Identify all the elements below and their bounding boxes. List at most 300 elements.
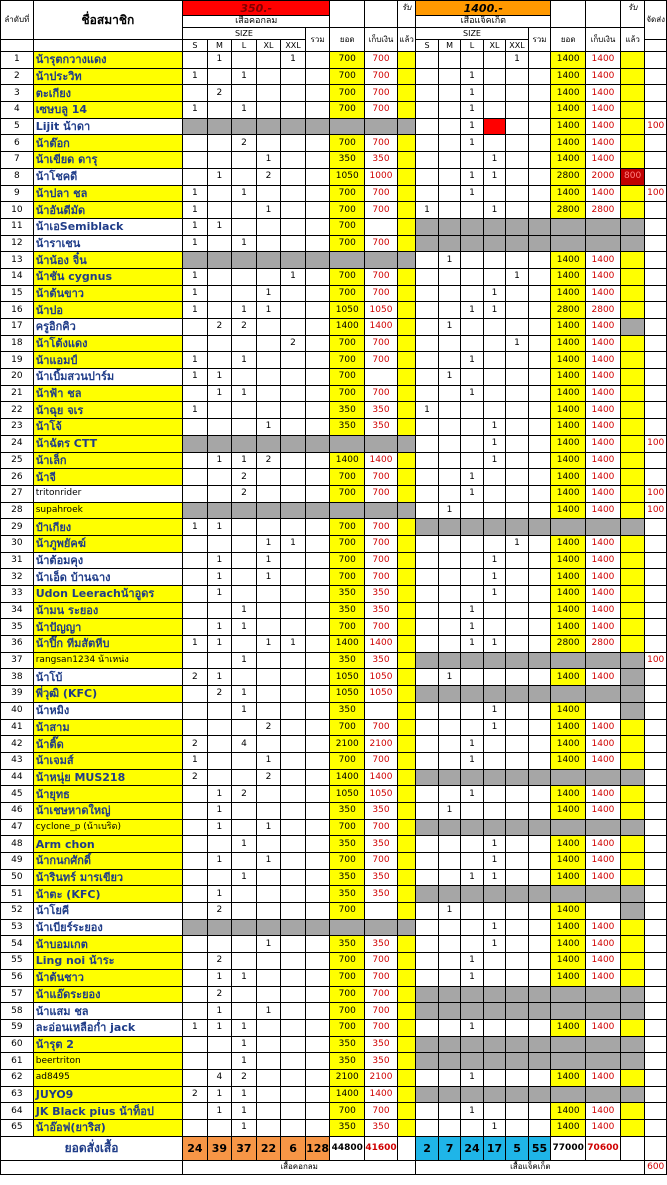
round-neck-size-cell: 4	[232, 736, 257, 753]
jacket-size-cell	[506, 936, 529, 953]
jacket-size-cell	[528, 586, 551, 603]
round-neck-size-cell	[305, 102, 330, 119]
jacket-size-cell	[438, 52, 461, 69]
jacket-size-cell	[416, 435, 439, 452]
round-neck-amount	[330, 252, 365, 269]
jacket-size-cell	[416, 218, 439, 235]
table-row	[1, 102, 667, 119]
round-neck-amount: 1050	[330, 168, 365, 185]
shipping-fee	[645, 285, 667, 302]
member-name: น้าเอSemiblack	[33, 218, 182, 235]
table-row	[1, 836, 667, 853]
table-row	[1, 953, 667, 970]
jacket-collected: 1400	[586, 719, 621, 736]
jacket-size-cell	[506, 285, 529, 302]
round-neck-received	[397, 435, 415, 452]
col-name-header: ชื่อสมาชิก	[33, 1, 182, 40]
row-number: 18	[1, 335, 34, 352]
round-neck-total-cell: 24	[183, 1136, 208, 1160]
round-neck-size-cell	[207, 602, 232, 619]
jacket-collected: 1400	[586, 953, 621, 970]
round-neck-size-cell	[256, 319, 281, 336]
round-neck-size-cell	[207, 1120, 232, 1137]
jacket-size-cell	[438, 235, 461, 252]
round-neck-size-cell: 1	[256, 419, 281, 436]
jacket-size-cell	[461, 519, 484, 536]
table-row	[1, 669, 667, 686]
round-neck-amount: 700	[330, 853, 365, 870]
member-name: น้าฟ้า ชล	[33, 385, 182, 402]
jacket-size-cell	[483, 1019, 506, 1036]
round-neck-amount: 350	[330, 886, 365, 903]
shipping-fee	[645, 686, 667, 703]
jacket-size-cell	[506, 435, 529, 452]
round-neck-size-cell: 1	[232, 102, 257, 119]
round-neck-size-cell	[183, 1053, 208, 1070]
round-neck-collected: 700	[365, 853, 398, 870]
round-neck-size-cell	[281, 1120, 306, 1137]
round-neck-received	[397, 1120, 415, 1137]
round-neck-collected: 700	[365, 85, 398, 102]
round-neck-size-cell	[305, 1086, 330, 1103]
table-row	[1, 352, 667, 369]
jacket-size-cell	[461, 853, 484, 870]
jacket-size-cell	[416, 469, 439, 486]
jacket-size-cell	[506, 502, 529, 519]
round-neck-size-cell	[256, 435, 281, 452]
jacket-size-cell	[483, 619, 506, 636]
table-row	[1, 702, 667, 719]
round-neck-size-cell	[207, 118, 232, 135]
round-neck-collected: 700	[365, 335, 398, 352]
row-number: 23	[1, 419, 34, 436]
table-row	[1, 736, 667, 753]
jacket-size-cell	[461, 452, 484, 469]
row-number: 21	[1, 385, 34, 402]
jacket-amount: 1400	[551, 1019, 586, 1036]
jacket-size-cell	[528, 485, 551, 502]
round-neck-amount: 1050	[330, 669, 365, 686]
round-neck-size-cell	[305, 1069, 330, 1086]
jacket-size-cell	[483, 1053, 506, 1070]
shipping-fee	[645, 1086, 667, 1103]
round-neck-size-cell	[305, 168, 330, 185]
jacket-amount	[551, 1036, 586, 1053]
jacket-received	[620, 736, 645, 753]
member-name: น้าตะ (KFC)	[33, 886, 182, 903]
jacket-amount: 1400	[551, 369, 586, 386]
round-neck-collected	[365, 903, 398, 920]
round-neck-size-cell	[232, 569, 257, 586]
round-neck-size-cell: 1	[207, 385, 232, 402]
jacket-size-cell: 1	[483, 285, 506, 302]
round-neck-size-cell	[281, 819, 306, 836]
round-neck-collected: 350	[365, 152, 398, 169]
round-neck-collected: 350	[365, 1120, 398, 1137]
jacket-size-cell	[416, 886, 439, 903]
round-neck-size-cell	[281, 669, 306, 686]
round-neck-amount: 700	[330, 485, 365, 502]
round-neck-received	[397, 669, 415, 686]
jacket-size-cell: 1	[483, 419, 506, 436]
shipping-fee	[645, 802, 667, 819]
jacket-amount: 1400	[551, 786, 586, 803]
row-number: 5	[1, 118, 34, 135]
jacket-size-cell	[528, 836, 551, 853]
jacket-total-cell: 17	[483, 1136, 506, 1160]
round-neck-size-cell	[281, 319, 306, 336]
round-neck-size-cell: 1	[207, 552, 232, 569]
jacket-size-cell: 1	[483, 552, 506, 569]
round-neck-size-cell: 1	[183, 352, 208, 369]
round-neck-size-cell	[305, 402, 330, 419]
round-neck-received	[397, 802, 415, 819]
round-neck-size-cell	[207, 402, 232, 419]
round-neck-amount	[330, 919, 365, 936]
round-neck-collected: 700	[365, 185, 398, 202]
round-neck-amount: 700	[330, 953, 365, 970]
jacket-size-cell	[528, 452, 551, 469]
round-neck-size-cell	[256, 786, 281, 803]
jacket-size-cell: 1	[483, 919, 506, 936]
jacket-size-cell: 1	[461, 469, 484, 486]
round-neck-collected: 700	[365, 268, 398, 285]
round-neck-size-cell	[183, 85, 208, 102]
round-neck-received	[397, 586, 415, 603]
jacket-size-cell	[416, 118, 439, 135]
spacer-cell	[397, 1136, 415, 1160]
jacket-size-cell	[506, 202, 529, 219]
jacket-size-cell	[416, 619, 439, 636]
round-neck-amount: 350	[330, 652, 365, 669]
member-name: น้าติ๊ด	[33, 736, 182, 753]
round-neck-received	[397, 185, 415, 202]
round-neck-collected	[365, 369, 398, 386]
round-neck-size-cell	[305, 335, 330, 352]
jacket-size-cell: 1	[461, 135, 484, 152]
jacket-size-cell	[483, 52, 506, 69]
jacket-size-cell	[461, 1120, 484, 1137]
totals-label: ยอดสั่งเสื้อ	[1, 1136, 183, 1160]
round-neck-received	[397, 969, 415, 986]
member-name: น้าโยคี	[33, 903, 182, 920]
round-neck-size-cell	[232, 752, 257, 769]
jacket-size-cell	[438, 969, 461, 986]
jacket-size-cell: 1	[461, 969, 484, 986]
jacket-size-cell	[416, 969, 439, 986]
jacket-size-cell	[438, 602, 461, 619]
round-neck-size-cell	[232, 402, 257, 419]
jacket-size-cell	[416, 786, 439, 803]
row-number: 43	[1, 752, 34, 769]
jacket-collected: 1400	[586, 786, 621, 803]
round-neck-size-cell: 1	[207, 619, 232, 636]
size-l-b: L	[461, 40, 484, 52]
table-row	[1, 719, 667, 736]
jacket-size-cell: 1	[483, 719, 506, 736]
round-neck-size-cell	[305, 302, 330, 319]
round-neck-size-cell	[256, 252, 281, 269]
jacket-size-cell	[483, 686, 506, 703]
jacket-size-cell	[528, 335, 551, 352]
collect-a-header: เก็บเงิน	[365, 28, 398, 52]
round-neck-size-cell	[305, 719, 330, 736]
round-neck-collected	[365, 502, 398, 519]
round-neck-size-cell	[183, 569, 208, 586]
jacket-size-cell	[528, 402, 551, 419]
jacket-size-cell	[416, 385, 439, 402]
jacket-size-cell	[461, 502, 484, 519]
table-row	[1, 419, 667, 436]
jacket-received	[620, 335, 645, 352]
jacket-size-cell	[461, 819, 484, 836]
round-neck-size-cell	[256, 986, 281, 1003]
table-row	[1, 435, 667, 452]
round-neck-size-cell: 1	[232, 1086, 257, 1103]
jacket-received	[620, 1103, 645, 1120]
round-neck-size-cell: 1	[207, 218, 232, 235]
round-neck-size-cell	[281, 853, 306, 870]
round-neck-amount: 700	[330, 385, 365, 402]
round-neck-size-cell	[232, 719, 257, 736]
jacket-size-cell	[438, 636, 461, 653]
round-neck-size-cell	[305, 686, 330, 703]
member-name: น้าหมิง	[33, 702, 182, 719]
round-neck-size-cell	[281, 252, 306, 269]
jacket-amount: 1400	[551, 702, 586, 719]
row-number: 16	[1, 302, 34, 319]
round-neck-size-cell: 2	[232, 319, 257, 336]
table-row	[1, 485, 667, 502]
round-neck-size-cell	[305, 68, 330, 85]
round-neck-size-cell	[232, 168, 257, 185]
table-row	[1, 1036, 667, 1053]
round-neck-received	[397, 936, 415, 953]
row-number: 48	[1, 836, 34, 853]
jacket-size-cell	[483, 402, 506, 419]
jacket-size-cell: 1	[438, 802, 461, 819]
shipping-fee	[645, 319, 667, 336]
shipping-fee	[645, 68, 667, 85]
round-neck-received	[397, 252, 415, 269]
jacket-amount: 1400	[551, 485, 586, 502]
table-row	[1, 869, 667, 886]
jacket-amount	[551, 769, 586, 786]
row-number: 35	[1, 619, 34, 636]
size-m-a: M	[207, 40, 232, 52]
jacket-received	[620, 886, 645, 903]
round-neck-amount: 700	[330, 519, 365, 536]
jacket-size-cell	[461, 402, 484, 419]
round-neck-size-cell: 1	[232, 302, 257, 319]
jacket-size-cell	[416, 636, 439, 653]
member-name: น้าโชคดี	[33, 168, 182, 185]
shipping-fee	[645, 135, 667, 152]
round-neck-collected: 700	[365, 135, 398, 152]
round-neck-size-cell	[207, 102, 232, 119]
jacket-received	[620, 185, 645, 202]
member-name: เซษบลู 14	[33, 102, 182, 119]
jacket-size-cell	[438, 452, 461, 469]
jacket-collected	[586, 519, 621, 536]
table-row	[1, 552, 667, 569]
round-neck-size-cell	[305, 636, 330, 653]
round-neck-size-cell	[232, 586, 257, 603]
round-neck-size-cell	[305, 319, 330, 336]
round-neck-size-cell	[281, 702, 306, 719]
jacket-received	[620, 218, 645, 235]
jacket-size-cell	[416, 419, 439, 436]
round-neck-amount: 350	[330, 702, 365, 719]
member-name: น้ายุทธ	[33, 786, 182, 803]
round-neck-size-cell	[183, 52, 208, 69]
jacket-collected	[586, 1003, 621, 1020]
shipping-fee	[645, 602, 667, 619]
member-name: น้าแอมป์	[33, 352, 182, 369]
jacket-size-cell: 1	[461, 602, 484, 619]
jacket-collected: 1400	[586, 1019, 621, 1036]
jacket-size-cell	[528, 552, 551, 569]
jacket-size-cell	[461, 335, 484, 352]
jacket-size-cell	[438, 185, 461, 202]
round-neck-size-cell	[305, 702, 330, 719]
round-neck-collected: 700	[365, 202, 398, 219]
jacket-size-cell	[461, 719, 484, 736]
jacket-collected: 1400	[586, 936, 621, 953]
jacket-size-cell	[483, 752, 506, 769]
round-neck-collected: 700	[365, 953, 398, 970]
member-name: น้าชัน cygnus	[33, 268, 182, 285]
size-xl-b: XL	[483, 40, 506, 52]
round-neck-collected: 700	[365, 485, 398, 502]
jacket-size-cell	[506, 1003, 529, 1020]
jacket-amount: 1400	[551, 903, 586, 920]
round-neck-received	[397, 903, 415, 920]
round-neck-received	[397, 636, 415, 653]
round-neck-size-cell	[281, 118, 306, 135]
round-neck-size-cell: 2	[207, 319, 232, 336]
jacket-received	[620, 435, 645, 452]
round-neck-received	[397, 986, 415, 1003]
shipping-fee	[645, 218, 667, 235]
jacket-size-cell	[506, 602, 529, 619]
round-neck-size-cell	[232, 202, 257, 219]
table-row	[1, 319, 667, 336]
row-number: 19	[1, 352, 34, 369]
round-neck-received	[397, 235, 415, 252]
round-neck-size-cell: 2	[207, 85, 232, 102]
jacket-received	[620, 319, 645, 336]
round-neck-collected: 700	[365, 52, 398, 69]
jacket-size-cell	[506, 769, 529, 786]
jacket-size-cell: 1	[461, 786, 484, 803]
jacket-size-cell: 1	[438, 669, 461, 686]
jacket-size-cell: 1	[506, 335, 529, 352]
jacket-size-cell	[528, 886, 551, 903]
row-number: 62	[1, 1069, 34, 1086]
round-neck-size-cell	[207, 352, 232, 369]
jacket-size-cell: 1	[506, 52, 529, 69]
round-neck-received	[397, 469, 415, 486]
jacket-size-cell: 1	[483, 152, 506, 169]
jacket-size-cell	[416, 85, 439, 102]
jacket-size-cell	[506, 702, 529, 719]
jacket-size-cell	[506, 235, 529, 252]
round-neck-collected: 1050	[365, 302, 398, 319]
jacket-size-cell	[506, 903, 529, 920]
round-neck-size-cell: 2	[207, 686, 232, 703]
round-neck-size-cell	[305, 1120, 330, 1137]
jacket-size-cell	[438, 953, 461, 970]
member-name: น้าเขียด ดารุ	[33, 152, 182, 169]
round-neck-collected: 1400	[365, 636, 398, 653]
round-neck-size-cell	[305, 252, 330, 269]
round-neck-size-cell	[281, 68, 306, 85]
jacket-amount	[551, 886, 586, 903]
row-number: 2	[1, 68, 34, 85]
round-neck-size-cell	[305, 1003, 330, 1020]
jacket-size-cell: 1	[461, 1019, 484, 1036]
jacket-size-cell	[438, 552, 461, 569]
shipping-fee	[645, 1003, 667, 1020]
jacket-size-cell: 1	[483, 836, 506, 853]
jacket-size-cell	[461, 1086, 484, 1103]
table-row	[1, 502, 667, 519]
size-a-header: SIZE	[183, 28, 306, 40]
round-neck-amount	[330, 118, 365, 135]
jacket-amount: 1400	[551, 52, 586, 69]
jacket-collected: 1400	[586, 569, 621, 586]
shipping-fee	[645, 152, 667, 169]
shipping-fee	[645, 252, 667, 269]
member-name: Udon Leerachน้าอูดร	[33, 586, 182, 603]
member-name: น้าสาม	[33, 719, 182, 736]
jacket-size-cell	[416, 135, 439, 152]
round-neck-size-cell	[256, 1103, 281, 1120]
jacket-size-cell	[416, 502, 439, 519]
jacket-size-cell	[461, 886, 484, 903]
jacket-collected: 1400	[586, 85, 621, 102]
jacket-size-cell	[416, 903, 439, 920]
round-neck-size-cell	[183, 836, 208, 853]
round-neck-size-cell	[232, 252, 257, 269]
jacket-size-cell	[506, 485, 529, 502]
round-neck-size-cell: 1	[281, 535, 306, 552]
round-neck-size-cell: 1	[256, 152, 281, 169]
jacket-collected: 1400	[586, 535, 621, 552]
round-neck-amount: 700	[330, 569, 365, 586]
round-neck-size-cell	[281, 919, 306, 936]
table-row	[1, 369, 667, 386]
round-neck-size-cell	[256, 485, 281, 502]
shipping-fee: 100	[645, 118, 667, 135]
round-neck-size-cell	[183, 886, 208, 903]
jacket-size-cell	[416, 535, 439, 552]
jacket-size-cell	[438, 168, 461, 185]
jacket-size-cell	[416, 452, 439, 469]
shipping-fee	[645, 586, 667, 603]
jacket-received	[620, 602, 645, 619]
round-neck-size-cell	[256, 1053, 281, 1070]
round-neck-size-cell: 1	[232, 452, 257, 469]
round-neck-size-cell	[183, 986, 208, 1003]
shipping-fee	[645, 903, 667, 920]
jacket-size-cell	[506, 736, 529, 753]
round-neck-size-cell	[281, 185, 306, 202]
jacket-size-cell	[528, 769, 551, 786]
round-neck-size-cell	[256, 953, 281, 970]
table-row	[1, 52, 667, 69]
